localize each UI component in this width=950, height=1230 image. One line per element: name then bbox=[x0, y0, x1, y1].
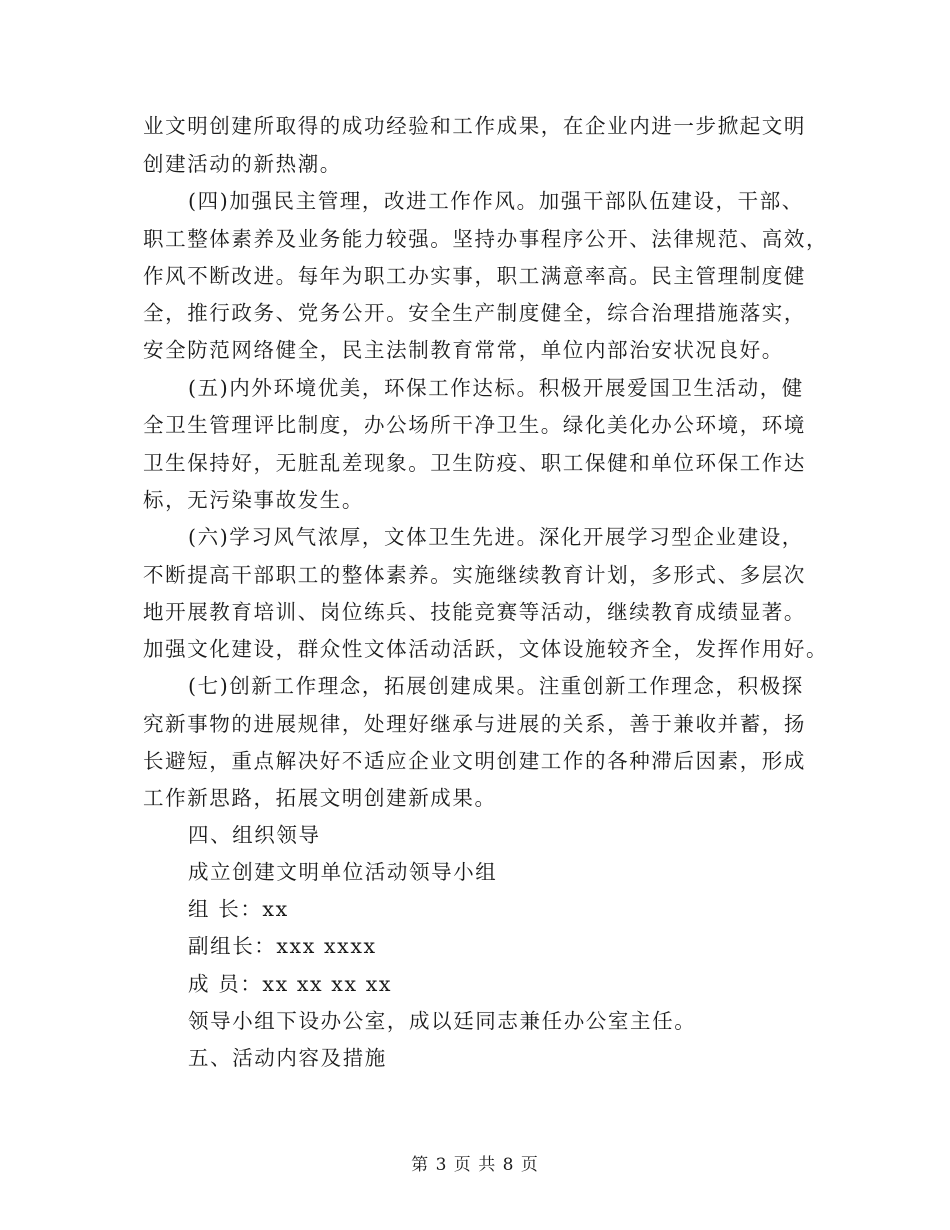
paragraph-heading: (四)加强民主管理，改进工作作风。加强干部队伍建设，干部、 bbox=[188, 189, 804, 213]
text-line: 标，无污染事故发生。 bbox=[143, 488, 364, 512]
text-line: 作风不断改进。每年为职工办实事，职工满意率高。民主管理制度健 bbox=[143, 264, 806, 288]
text-line: 创建活动的新热潮。 bbox=[143, 152, 342, 176]
page-number-footer: 第 3 页 共 8 页 bbox=[411, 1155, 539, 1175]
paragraph-heading: (五)内外环境优美，环保工作达标。积极开展爱国卫生活动，健 bbox=[188, 376, 804, 400]
text-line: 职工整体素养及业务能力较强。坚持办事程序公开、法律规范、高效， bbox=[143, 227, 829, 251]
section-heading: 四、组织领导 bbox=[188, 823, 321, 847]
text-line: 成立创建文明单位活动领导小组 bbox=[188, 860, 498, 884]
leader-entry: 组 长：xx bbox=[188, 897, 289, 921]
text-line: 不断提高干部职工的整体素养。实施继续教育计划，多形式、多层次 bbox=[143, 563, 806, 587]
text-line: 工作新思路，拓展文明创建新成果。 bbox=[143, 786, 497, 810]
text-line: 全卫生管理评比制度，办公场所干净卫生。绿化美化办公环境，环境 bbox=[143, 413, 806, 437]
paragraph-heading: (六)学习风气浓厚，文体卫生先进。深化开展学习型企业建设， bbox=[188, 525, 804, 549]
text-line: 卫生保持好，无脏乱差现象。卫生防疫、职工保健和单位环保工作达 bbox=[143, 451, 806, 475]
section-heading: 五、活动内容及措施 bbox=[188, 1046, 387, 1070]
text-line: 地开展教育培训、岗位练兵、技能竞赛等活动，继续教育成绩显著。 bbox=[143, 600, 806, 624]
members-entry: 成 员：xx xx xx xx bbox=[188, 972, 393, 996]
text-line: 究新事物的进展规律，处理好继承与进展的关系，善于兼收并蓄，扬 bbox=[143, 712, 806, 736]
deputy-leader-entry: 副组长：xxx xxxx bbox=[188, 934, 377, 958]
text-line: 长避短，重点解决好不适应企业文明创建工作的各种滞后因素，形成 bbox=[143, 749, 806, 773]
text-line: 全，推行政务、党务公开。安全生产制度健全，综合治理措施落实， bbox=[143, 301, 806, 325]
text-line: 加强文化建设，群众性文体活动活跃，文体设施较齐全，发挥作用好。 bbox=[143, 637, 829, 661]
text-line: 领导小组下设办公室，成以廷同志兼任办公室主任。 bbox=[188, 1009, 697, 1033]
paragraph-heading: (七)创新工作理念，拓展创建成果。注重创新工作理念，积极探 bbox=[188, 674, 804, 698]
text-line: 安全防范网络健全，民主法制教育常常，单位内部治安状况良好。 bbox=[143, 338, 784, 362]
text-line: 业文明创建所取得的成功经验和工作成果，在企业内进一步掀起文明 bbox=[143, 114, 806, 138]
